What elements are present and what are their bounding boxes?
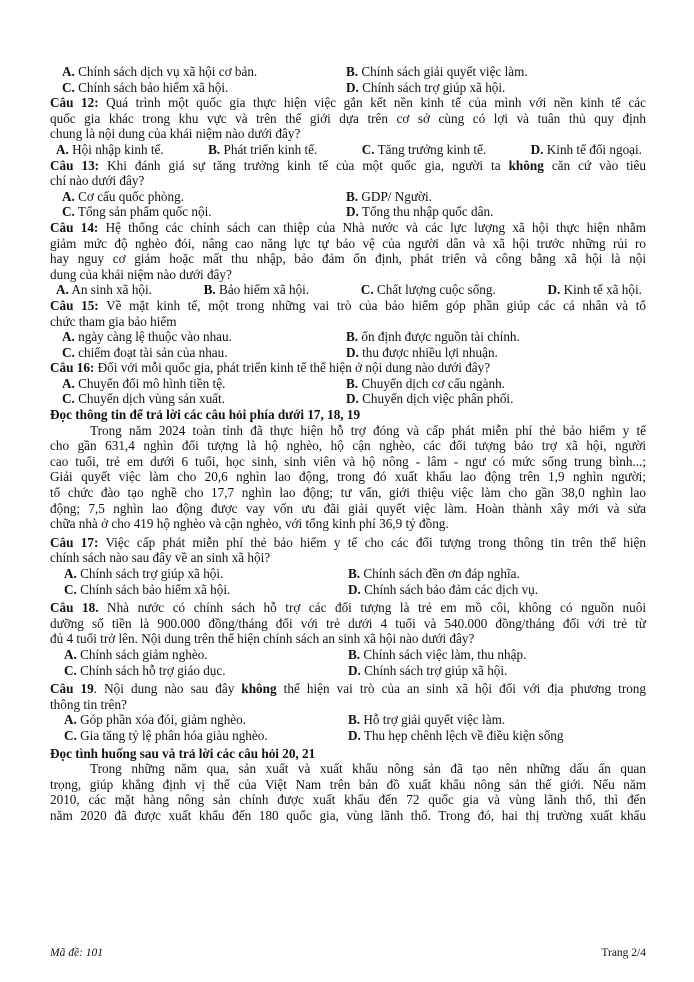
question-text: Về mặt kinh tế, một trong những vai trò của bảo hiểm góp phần giúp các cá nhân và tổ bbox=[98, 297, 647, 313]
exam-code: Mã đề: 101 bbox=[50, 947, 104, 959]
option-d: D. Kinh tế xã hội. bbox=[547, 282, 642, 298]
situation-line-1: Trong những năm qua, sản xuất và xuất khẩu nông sản đã tạo nên những dấu ấn quan bbox=[90, 761, 646, 777]
q14-stem-line-1 bbox=[50, 220, 646, 236]
option-a: A. Hội nhập kinh tế. bbox=[56, 141, 164, 157]
q19-stem-line-2: thông tin trên? bbox=[50, 696, 127, 712]
emphasis: không bbox=[241, 681, 277, 697]
option-text: Chính sách trợ giúp xã hội. bbox=[358, 79, 506, 95]
q12-options bbox=[50, 142, 646, 158]
q16-stem bbox=[50, 360, 646, 376]
page-footer bbox=[50, 946, 646, 962]
q18-options-row-2: C. Chính sách hỗ trợ giáo dục. D. Chính sách trợ giúp xã hội. bbox=[64, 662, 508, 678]
question-label: Câu 16: bbox=[50, 360, 95, 376]
question-text: thể hiện vai trò của an sinh xã hội đối với địa phương trong bbox=[276, 681, 646, 697]
passage-line-4: Giải quyết việc làm cho 20,6 nghìn lao động, trong đó xuất khẩu lao động trên 1,9 nghìn người; bbox=[50, 469, 646, 485]
option-text: Chính sách dịch vụ xã hội cơ bản. bbox=[74, 64, 258, 79]
question-text: Hệ thống các chính sách can thiệp của Nhà nước và các lực lượng xã hội thực hiện nhằm bbox=[98, 219, 646, 235]
option-label: A. bbox=[62, 64, 75, 79]
q14-options bbox=[50, 282, 646, 298]
q12-stem-line-1 bbox=[50, 95, 646, 111]
q18-stem-line-2: dưỡng số tiền là 900.000 đồng/tháng đối với trẻ dưới 4 tuổi và 540.000 đồng/tháng đối với trẻ từ bbox=[50, 615, 646, 631]
q13-stem-line-2: chí nào dưới đây? bbox=[50, 173, 145, 189]
passage-line-7: chữa nhà ở cho 419 hộ nghèo và cận nghèo, với tổng kinh phí 36,9 tỷ đồng. bbox=[50, 516, 449, 532]
situation-line-3: 2010, các mặt hàng nông sản chính được xuất khẩu đến 72 quốc gia và vùng lãnh thổ, thì đến bbox=[50, 792, 646, 808]
q13-options-row-2: C. Tổng sản phẩm quốc nội. D. Tổng thu nhập quốc dân. bbox=[62, 204, 494, 220]
q15-options-row-2: C. chiếm đoạt tài sản của nhau. D. thu được nhiều lợi nhuận. bbox=[62, 344, 498, 360]
question-label: Câu 17: bbox=[50, 534, 99, 550]
q14-stem-line-4: dung của khái niệm nào dưới đây? bbox=[50, 266, 232, 282]
question-text: Việc cấp phát miễn phí thẻ bảo hiểm y tế cho các đối tượng trong thông tin trên thể hiện bbox=[98, 534, 647, 550]
question-text: Nhà nước có chính sách hỗ trợ các đối tượng là trẻ em mồ côi, không có nguồn nuôi bbox=[98, 600, 646, 616]
passage-line-1: Trong năm 2024 toàn tỉnh đã thực hiện hỗ trợ đóng và cấp phát miễn phí thẻ bảo hiểm y tế bbox=[90, 422, 646, 438]
question-text: Quá trình một quốc gia thực hiện việc gắn kết nền kinh tế của mình với nền kinh tế các bbox=[98, 95, 646, 111]
q14-stem-line-3: hay nguy cơ giảm hoặc mất thu nhập, bảo đảm ổn định, phát triển và công bằng xã hội là nội bbox=[50, 251, 646, 267]
q17-options-row-2: C. Chính sách bảo hiểm xã hội. D. Chính sách bảo đảm các dịch vụ. bbox=[64, 581, 539, 597]
q15-options-row-1: A. ngày càng lệ thuộc vào nhau. B. ổn định được nguồn tài chính. bbox=[62, 329, 520, 345]
passage-line-2: cho gần 631,4 nghìn đối tượng là hộ nghèo, hộ cận nghèo, các đối tượng bảo trợ xã hội, người bbox=[50, 438, 646, 454]
situation-line-4: năm 2020 đã được xuất khẩu đến 180 quốc gia, vùng lãnh thổ. Trong đó, hai thị trường xuất khẩu bbox=[50, 807, 646, 823]
question-text: căn cứ vào tiêu bbox=[543, 157, 647, 173]
option-b: B. Bảo hiểm xã hội. bbox=[203, 282, 310, 298]
question-label: Câu 15: bbox=[50, 297, 99, 313]
q11-options-row-2 bbox=[50, 80, 646, 96]
question-label: Câu 19 bbox=[50, 681, 94, 697]
question-label: Câu 12: bbox=[50, 95, 99, 111]
question-label: Câu 13: bbox=[50, 157, 100, 173]
q13-stem-line-1 bbox=[50, 158, 646, 174]
page-number: Trang 2/4 bbox=[601, 947, 646, 959]
q18-options-row-1: A. Chính sách giảm nghèo. B. Chính sách việc làm, thu nhập. bbox=[64, 646, 527, 662]
q12-stem-line-3: chung là nội dung của khái niệm nào dưới đây? bbox=[50, 126, 301, 142]
option-label: B. bbox=[346, 64, 359, 79]
option-text: Chính sách giải quyết việc làm. bbox=[358, 64, 528, 79]
q19-stem-line-1 bbox=[50, 681, 646, 697]
q11-options-row-1 bbox=[50, 64, 646, 80]
q13-options-row-1: A. Cơ cấu quốc phòng. B. GDP/ Người. bbox=[62, 188, 432, 204]
option-label: C. bbox=[62, 79, 75, 95]
emphasis: không bbox=[508, 157, 544, 173]
q16-options-row-1: A. Chuyển đổi mô hình tiền tệ. B. Chuyển dịch cơ cấu ngành. bbox=[62, 375, 505, 391]
q12-stem-line-2: quốc gia khác trong khu vực và trên thế giới dựa trên cơ sở cùng có lợi và tuân thủ quy định bbox=[50, 110, 646, 126]
situation-line-2: trọng, giúp khẳng định vị thế của Việt Nam trên bản đồ xuất khẩu nông sản thế giới. Nếu năm bbox=[50, 776, 646, 792]
q15-stem-line-2: chức tham gia bảo hiểm bbox=[50, 313, 177, 329]
section-heading-17-19: Đọc thông tin để trả lời các câu hỏi phía dưới 17, 18, 19 bbox=[50, 407, 361, 423]
q19-options-row-2: C. Gia tăng tỷ lệ phân hóa giàu nghèo. D. Thu hẹp chênh lệch về điều kiện sống bbox=[64, 727, 564, 743]
option-c: C. Chất lượng cuộc sống. bbox=[360, 282, 496, 298]
question-label: Câu 18. bbox=[50, 600, 99, 616]
q17-options-row-1: A. Chính sách trợ giúp xã hội. B. Chính sách đền ơn đáp nghĩa. bbox=[64, 566, 520, 581]
option-b: B. Phát triển kinh tế. bbox=[208, 141, 318, 157]
q17-stem-line-1 bbox=[50, 535, 646, 551]
section-heading-20-21: Đọc tình huống sau và trả lời các câu hỏi 20, 21 bbox=[50, 745, 316, 761]
option-a: A. An sinh xã hội. bbox=[56, 282, 152, 298]
q15-stem-line-1 bbox=[50, 298, 646, 314]
passage-line-3: cao tuổi, trẻ em dưới 6 tuổi, học sinh, sinh viên và hộ nông - lâm - ngư có mức sống trung bình...; bbox=[50, 453, 646, 469]
passage-line-6: động; 7,5 nghìn lao động được vay vốn ưu đãi giải quyết việc làm. Hoàn thành xây mới và sửa bbox=[50, 500, 646, 516]
option-text: Chính sách bảo hiểm xã hội. bbox=[74, 79, 229, 95]
q16-options-row-2: C. Chuyển dịch vùng sản xuất. D. Chuyển dịch việc phân phối. bbox=[62, 391, 514, 407]
option-label: D. bbox=[346, 79, 359, 95]
option-c: C. Tăng trưởng kinh tế. bbox=[361, 141, 487, 157]
question-label: Câu 14: bbox=[50, 219, 99, 235]
q18-stem-line-3: đủ 4 tuổi trở lên. Nội dung trên thể hiện chính sách an sinh xã hội nào dưới đây? bbox=[50, 631, 475, 647]
question-text: Đối với mỗi quốc gia, phát triển kinh tế thể hiện ở nội dung nào dưới đây? bbox=[94, 360, 491, 376]
q17-stem-line-2: chính sách nào sau đây về an sinh xã hội? bbox=[50, 550, 271, 566]
q18-stem-line-1 bbox=[50, 600, 646, 616]
option-d: D. Kinh tế đối ngoại. bbox=[530, 141, 642, 157]
q19-options-row-1: A. Góp phần xóa đói, giảm nghèo. B. Hỗ trợ giải quyết việc làm. bbox=[64, 712, 506, 728]
q14-stem-line-2: giảm mức độ nghèo đói, nâng cao năng lực tự bảo vệ của người dân và xã hội trước những rủi ro bbox=[50, 235, 646, 251]
question-text: Khi đánh giá sự tăng trưởng kinh tế của một quốc gia, người ta bbox=[99, 157, 509, 173]
passage-line-5: tổ chức đào tạo nghề cho 17,7 nghìn lao động; tư vấn, giới thiệu việc làm cho gần 38,0 nghìn lao bbox=[50, 485, 646, 501]
question-text: . Nội dung nào sau đây bbox=[93, 681, 242, 697]
